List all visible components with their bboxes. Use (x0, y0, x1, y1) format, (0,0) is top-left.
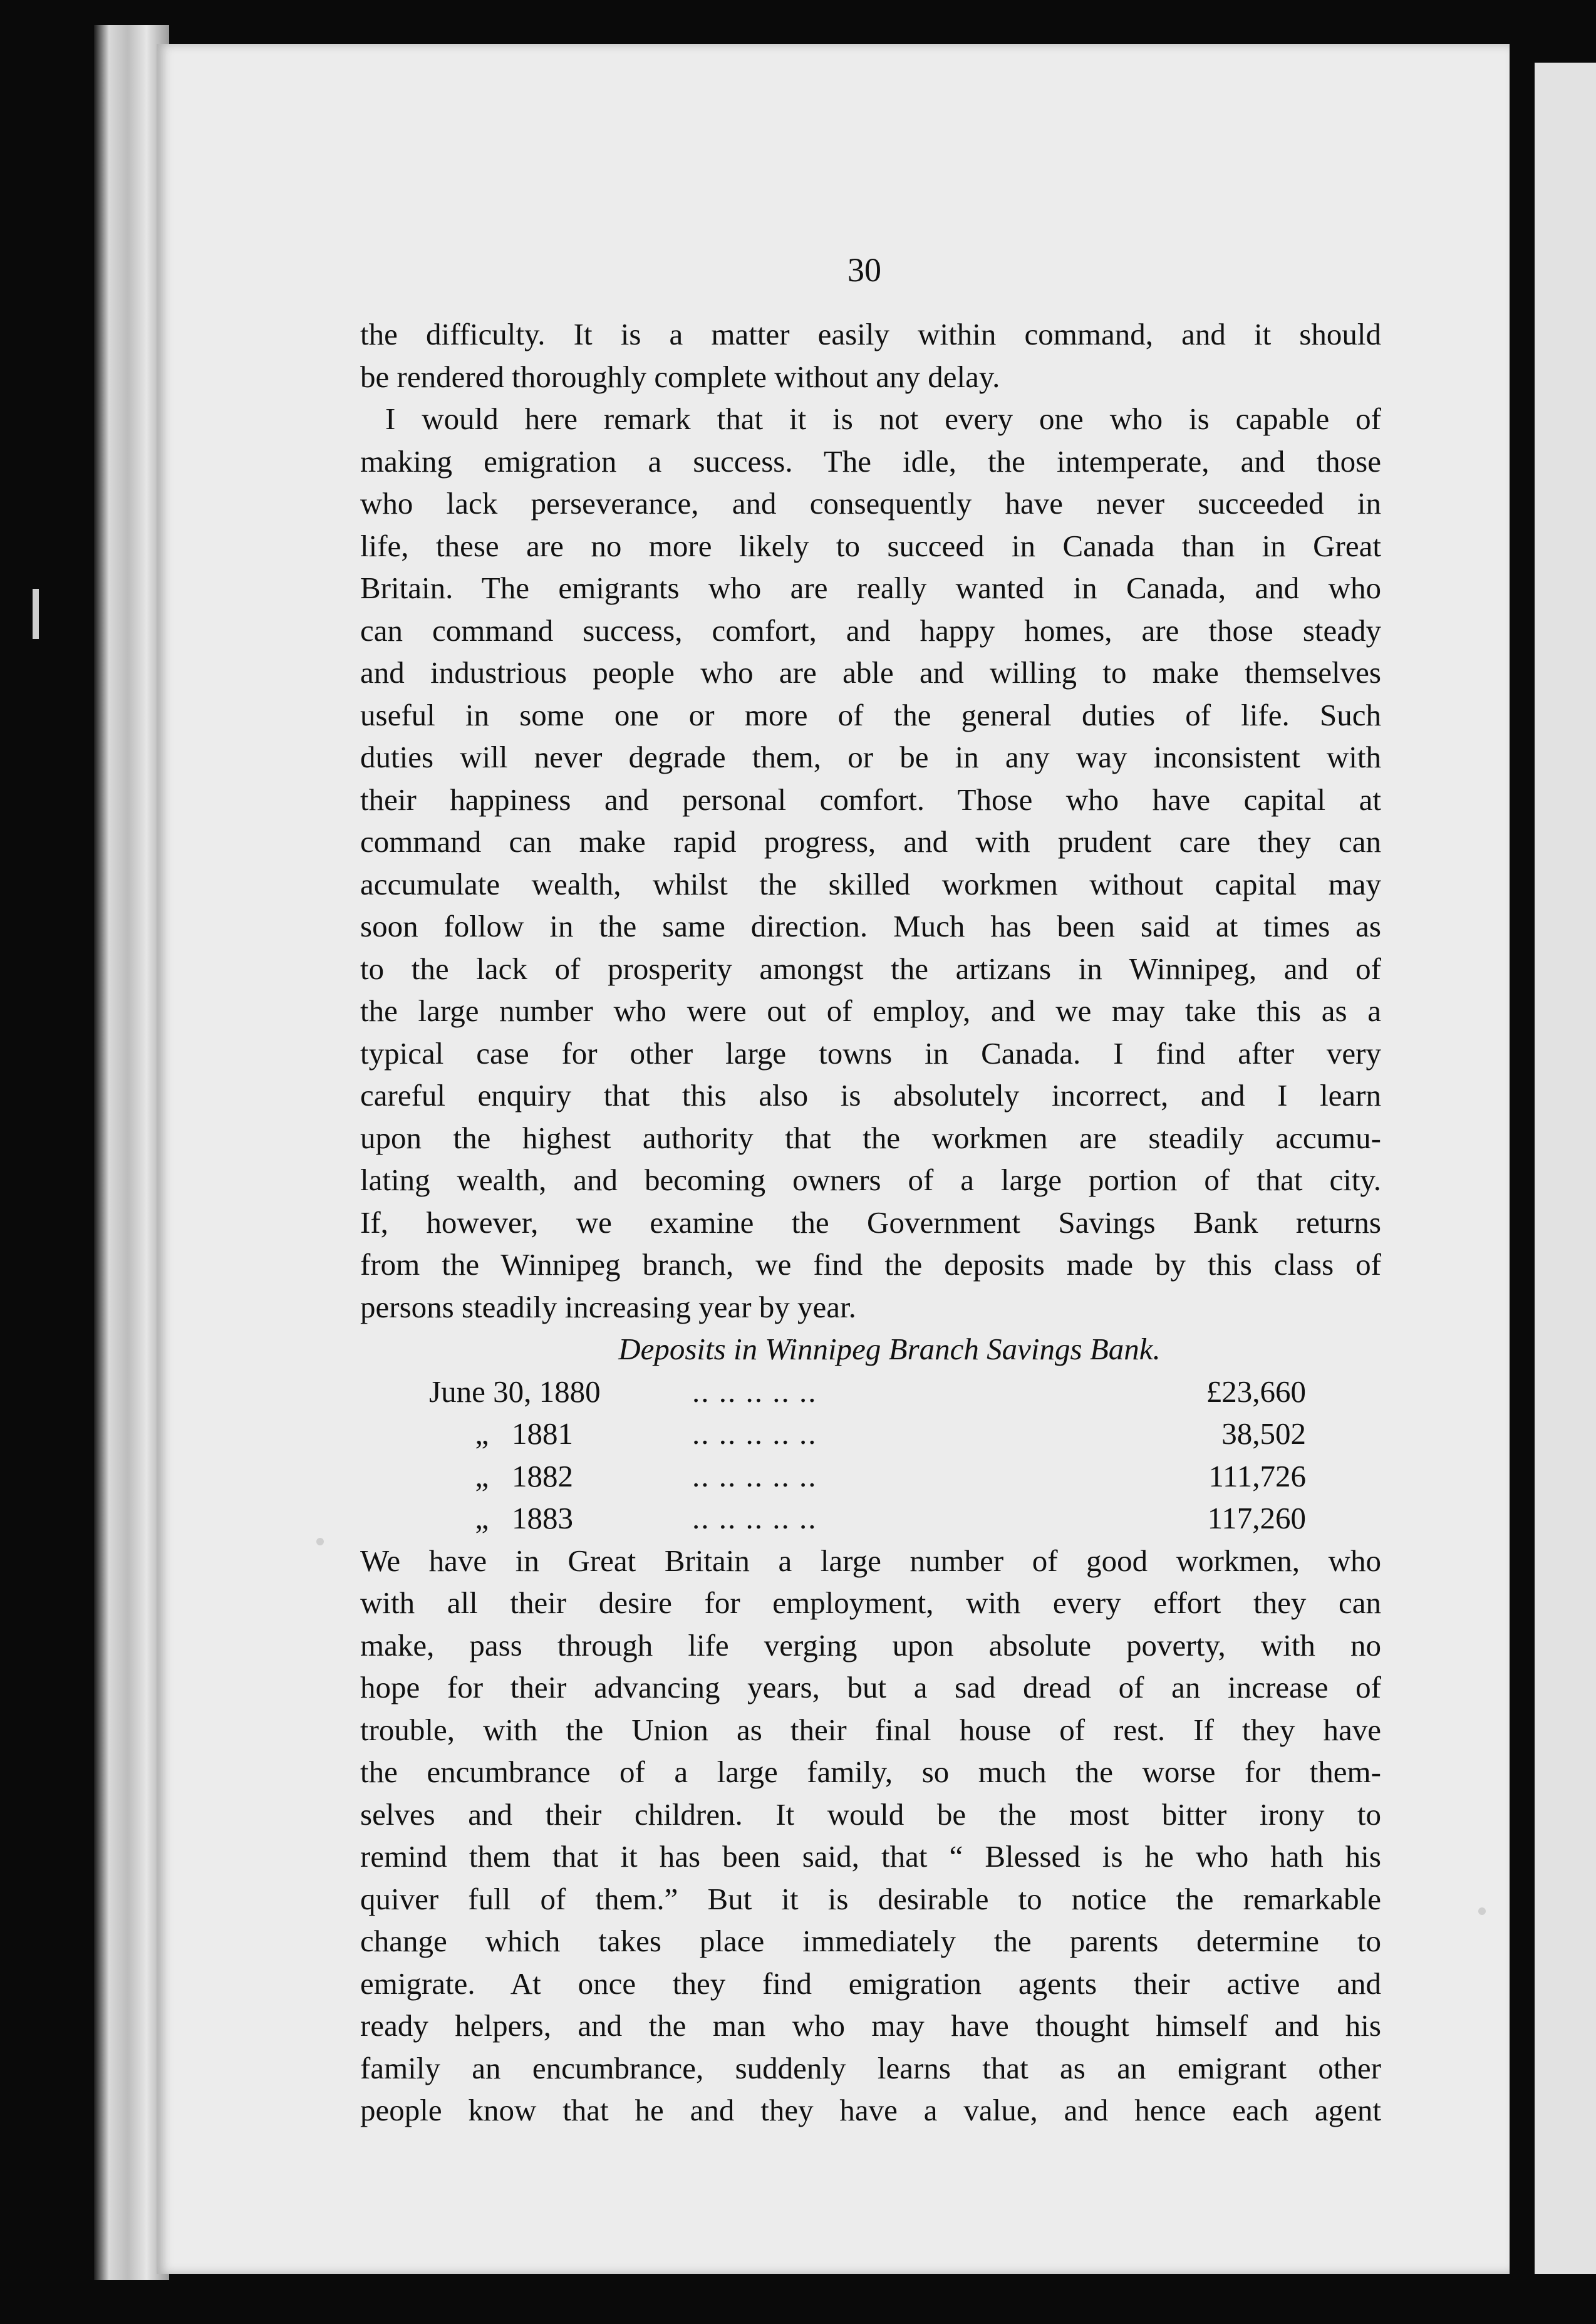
text-line: trouble, with the Union as their final house of rest. If they have (360, 1712, 1381, 1747)
text-line: I would here remark that it is not every one who is capable of (385, 402, 1381, 436)
text-line: selves and their children. It would be the most bitter irony to (360, 1797, 1381, 1832)
deposit-date: „ 1882 (429, 1458, 573, 1493)
deposit-amount: 111,726 (1208, 1458, 1306, 1493)
deposit-row (360, 1371, 1381, 1413)
deposit-date: „ 1883 (429, 1501, 573, 1535)
text-line: with all their desire for employment, with every effort they can (360, 1585, 1381, 1620)
text-line: family an encumbrance, suddenly learns that as an emigrant other (360, 2050, 1381, 2085)
text-line: quiver full of them.” But it is desirable to notice the remarkable (360, 1881, 1381, 1916)
text-line: Britain. The emigrants who are really wanted in Canada, and who (360, 571, 1381, 605)
text-line: hope for their advancing years, but a sad dread of an increase of (360, 1670, 1381, 1704)
deposit-row (360, 1413, 1381, 1455)
text-line: remind them that it has been said, that “ Blessed is he who hath his (360, 1839, 1381, 1874)
text-line: their happiness and personal comfort. Those who have capital at (360, 782, 1381, 817)
deposit-amount: 38,502 (1221, 1416, 1306, 1451)
deposits-table (360, 1371, 1381, 1540)
text-line: upon the highest authority that the workmen are steadily accumu- (360, 1120, 1381, 1155)
page-number: 30 (847, 251, 881, 289)
text-line: change which takes place immediately the parents determine to (360, 1924, 1381, 1958)
deposits-table-caption: Deposits in Winnipeg Branch Savings Bank. (618, 1332, 1161, 1366)
deposit-row (360, 1455, 1381, 1498)
deposit-amount: £23,660 (1206, 1374, 1306, 1409)
text-line: emigrate. At once they find emigration agents their active and (360, 1966, 1381, 2001)
text-line: and industrious people who are able and willing to make themselves (360, 655, 1381, 690)
text-line: command can make rapid progress, and with prudent care they can (360, 824, 1381, 859)
paragraph-3 (360, 1540, 1381, 2132)
text-line: life, these are no more likely to succeed in Canada than in Great (360, 528, 1381, 563)
text-line: useful in some one or more of the general duties of life. Such (360, 697, 1381, 732)
text-line: from the Winnipeg branch, we find the deposits made by this class of (360, 1247, 1381, 1282)
text-line: We have in Great Britain a large number of good workmen, who (360, 1543, 1381, 1578)
deposit-amount: 117,260 (1207, 1501, 1306, 1535)
text-line: make, pass through life verging upon absolute poverty, with no (360, 1627, 1381, 1663)
dot-leader: .. .. .. .. .. (692, 1416, 817, 1451)
deposit-row (360, 1497, 1381, 1540)
dot-leader: .. .. .. .. .. (692, 1501, 817, 1535)
paragraph-2 (360, 398, 1381, 1328)
text-line: soon follow in the same direction. Much has been said at times as (360, 909, 1381, 943)
scan-speck (316, 1538, 324, 1545)
facing-page-edge (1535, 63, 1596, 2274)
scan-speck (1478, 1907, 1486, 1915)
text-line: be rendered thoroughly complete without any delay. (360, 359, 1000, 394)
text-line: making emigration a success. The idle, the intemperate, and those (360, 444, 1381, 479)
scan-speck (33, 589, 39, 639)
paragraph-1 (360, 313, 1381, 398)
text-line: typical case for other large towns in Canada. I find after very (360, 1035, 1381, 1071)
page-text (360, 313, 1381, 2132)
dot-leader: .. .. .. .. .. (692, 1374, 817, 1409)
text-line: lating wealth, and becoming owners of a large portion of that city. (360, 1163, 1381, 1197)
deposit-date: „ 1881 (429, 1416, 573, 1451)
text-line: accumulate wealth, whilst the skilled workmen without capital may (360, 866, 1381, 901)
dot-leader: .. .. .. .. .. (692, 1458, 817, 1493)
text-line: careful enquiry that this also is absolutely incorrect, and I learn (360, 1078, 1381, 1113)
text-line: the large number who were out of employ, and we may take this as a (360, 993, 1381, 1028)
text-line: If, however, we examine the Government Savings Bank returns (360, 1205, 1381, 1240)
text-line: who lack perseverance, and consequently have never succeeded in (360, 486, 1381, 521)
text-line: duties will never degrade them, or be in any way inconsistent with (360, 740, 1381, 774)
text-line: can command success, comfort, and happy homes, are those steady (360, 613, 1381, 648)
text-line: to the lack of prosperity amongst the artizans in Winnipeg, and of (360, 951, 1381, 986)
deposit-date: June 30, 1880 (429, 1374, 601, 1409)
text-line: the encumbrance of a large family, so much the worse for them- (360, 1755, 1381, 1789)
text-line: people know that he and they have a value, and hence each agent (360, 2093, 1381, 2127)
text-line: ready helpers, and the man who may have thought himself and his (360, 2008, 1381, 2043)
text-line: the difficulty. It is a matter easily within command, and it should (360, 317, 1381, 351)
text-line: persons steadily increasing year by year. (360, 1289, 856, 1324)
